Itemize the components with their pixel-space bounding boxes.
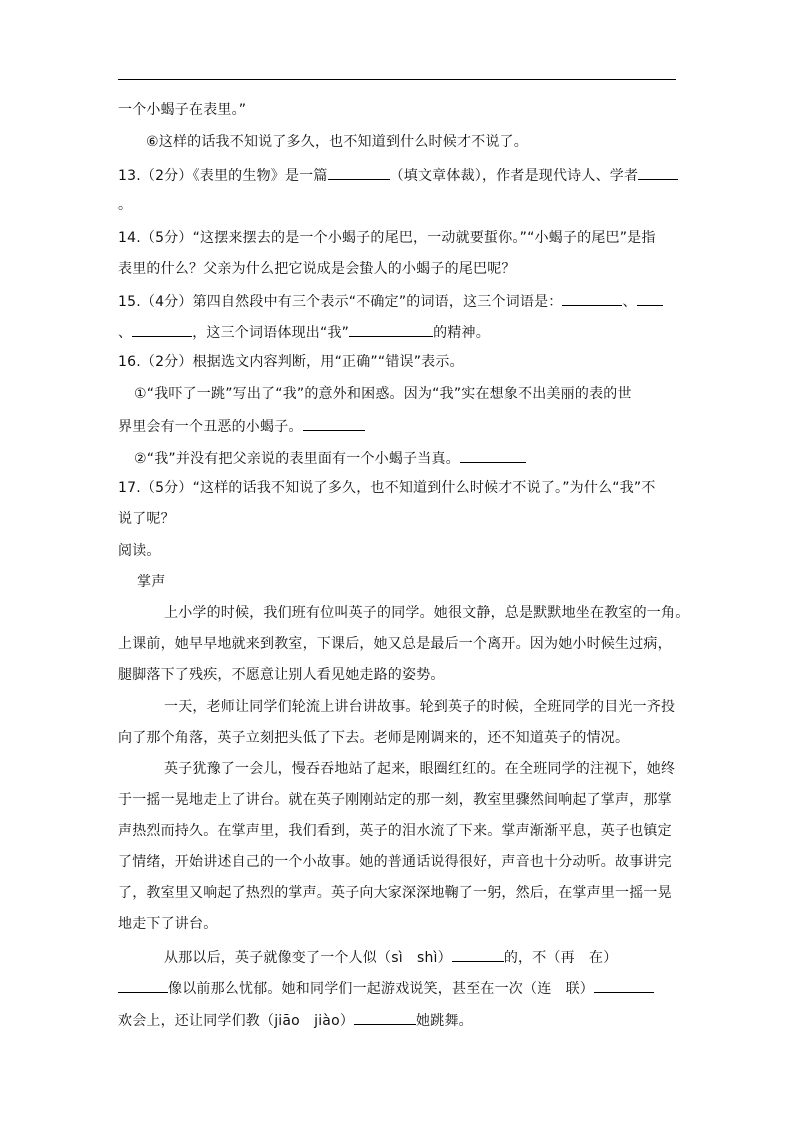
passage-line bbox=[164, 946, 617, 968]
passage-line bbox=[164, 759, 675, 779]
text-segment: （填文章体裁），作者是现代诗人、学者 bbox=[389, 168, 639, 184]
text-segment: ②“我”并没有把父亲说的表里面有一个小蝎子当真。 bbox=[134, 451, 460, 467]
passage-line bbox=[164, 697, 675, 717]
text-segment: 一个小蝎子在表里。” bbox=[118, 102, 247, 118]
text-line bbox=[118, 509, 175, 529]
judgment-item-1 bbox=[134, 384, 632, 404]
text-segment: 了，教室里又响起了热烈的掌声。英子向大家深深地鞠了一躬，然后，在掌声里一摇一晃 bbox=[118, 885, 672, 901]
question-15 bbox=[118, 290, 663, 312]
text-segment: 、 bbox=[622, 294, 637, 310]
text-segment: ⑥这样的话我不知说了多久，也不知道到什么时候才不说了。 bbox=[146, 134, 528, 150]
passage-line bbox=[118, 821, 672, 841]
text-segment: ①“我吓了一跳”写出了“我”的意外和困惑。因为“我”实在想象不出美丽的表的世 bbox=[134, 386, 632, 402]
answer-blank bbox=[460, 447, 526, 463]
question-14 bbox=[118, 228, 656, 248]
text-segment: 的精神。 bbox=[433, 325, 490, 341]
text-segment: 17.（5分）“这样的话我不知说了多久，也不知道到什么时候才不说了。”为什么“我”不 bbox=[118, 480, 656, 496]
answer-blank bbox=[638, 164, 678, 180]
text-segment: 掌声 bbox=[137, 574, 166, 590]
section-heading bbox=[118, 541, 161, 561]
passage-line bbox=[118, 634, 672, 654]
text-segment: 腿脚落下了残疾，不愿意让别人看见她走路的姿势。 bbox=[118, 667, 445, 683]
passage-line bbox=[118, 728, 629, 748]
answer-blank bbox=[132, 321, 192, 337]
answer-blank bbox=[637, 290, 663, 306]
passage-line bbox=[118, 977, 654, 999]
text-line bbox=[118, 195, 132, 215]
question-17 bbox=[118, 478, 656, 498]
passage-line bbox=[118, 852, 672, 872]
answer-blank bbox=[562, 290, 622, 306]
text-line bbox=[146, 132, 528, 152]
text-segment: 像以前那么忧郁。她和同学们一起游戏说笑，甚至在一次（连 联） bbox=[168, 981, 594, 997]
passage-line bbox=[118, 665, 445, 685]
text-line bbox=[118, 100, 246, 120]
text-segment: 声热烈而持久。在掌声里，我们看到，英子的泪水流了下来。掌声渐渐平息，英子也镇定 bbox=[118, 823, 672, 839]
answer-blank bbox=[303, 415, 365, 431]
passage-line bbox=[118, 1009, 473, 1031]
text-segment: 向了那个角落，英子立刻把头低了下去。老师是刚调来的，还不知道英子的情况。 bbox=[118, 730, 630, 746]
text-segment: 。 bbox=[118, 197, 133, 213]
text-segment: 阅读。 bbox=[118, 543, 161, 559]
text-segment: 欢会上，还让同学们教（jiāo jiào） bbox=[118, 1013, 355, 1029]
text-segment: ，这三个词语体现出“我” bbox=[192, 325, 350, 341]
text-segment: 16.（2分）根据选文内容判断，用“正确”“错误”表示。 bbox=[118, 354, 464, 370]
answer-blank bbox=[594, 977, 654, 993]
text-segment: 了情绪，开始讲述自己的一个小故事。她的普通话说得很好，声音也十分动听。故事讲完 bbox=[118, 854, 672, 870]
text-line bbox=[118, 259, 516, 279]
text-segment: 于一摇一晃地走上了讲台。就在英子刚刚站定的那一刻，教室里骤然间响起了掌声，那掌 bbox=[118, 792, 672, 808]
answer-blank bbox=[349, 321, 433, 337]
text-segment: 她跳舞。 bbox=[416, 1013, 473, 1029]
answer-blank bbox=[118, 977, 168, 993]
text-segment: 地走下了讲台。 bbox=[118, 916, 218, 932]
answer-blank bbox=[452, 946, 504, 962]
passage-line bbox=[164, 603, 689, 623]
answer-blank bbox=[328, 164, 390, 180]
text-segment: 、 bbox=[118, 325, 133, 341]
text-segment: 说了呢？ bbox=[118, 511, 175, 527]
text-segment: 英子犹豫了一会儿，慢吞吞地站了起来，眼圈红红的。在全班同学的注视下，她终 bbox=[164, 761, 676, 777]
judgment-item-2 bbox=[134, 447, 526, 469]
text-segment: 一天，老师让同学们轮流上讲台讲故事。轮到英子的时候，全班同学的目光一齐投 bbox=[164, 699, 676, 715]
passage-line bbox=[118, 914, 217, 934]
text-segment: 从那以后，英子就像变了一个人似（sì shì） bbox=[164, 950, 452, 966]
text-segment: 上小学的时候，我们班有位叫英子的同学。她很文静，总是默默地坐在教室的一角。 bbox=[164, 605, 690, 621]
text-segment: 上课前，她早早地就来到教室，下课后，她又总是最后一个离开。因为她小时候生过病， bbox=[118, 636, 672, 652]
text-line bbox=[118, 321, 490, 343]
text-segment: 15.（4分）第四自然段中有三个表示“不确定”的词语，这三个词语是： bbox=[118, 294, 563, 310]
text-segment: 界里会有一个丑恶的小蝎子。 bbox=[118, 419, 303, 435]
text-segment: 表里的什么？父亲为什么把它说成是会蛰人的小蝎子的尾巴呢？ bbox=[118, 261, 516, 277]
passage-title bbox=[137, 572, 165, 592]
question-13 bbox=[118, 164, 678, 186]
header-rule bbox=[118, 79, 676, 80]
text-segment: 14.（5分）“这摆来摆去的是一个小蝎子的尾巴，一动就要蜇你。”“小蝎子的尾巴”是指 bbox=[118, 230, 656, 246]
text-segment: 的，不（再 在） bbox=[503, 950, 618, 966]
passage-line bbox=[118, 790, 672, 810]
text-segment: 13.（2分）《表里的生物》是一篇 bbox=[118, 168, 328, 184]
passage-line bbox=[118, 883, 672, 903]
text-line bbox=[118, 415, 365, 437]
answer-blank bbox=[354, 1009, 416, 1025]
question-16 bbox=[118, 352, 464, 372]
